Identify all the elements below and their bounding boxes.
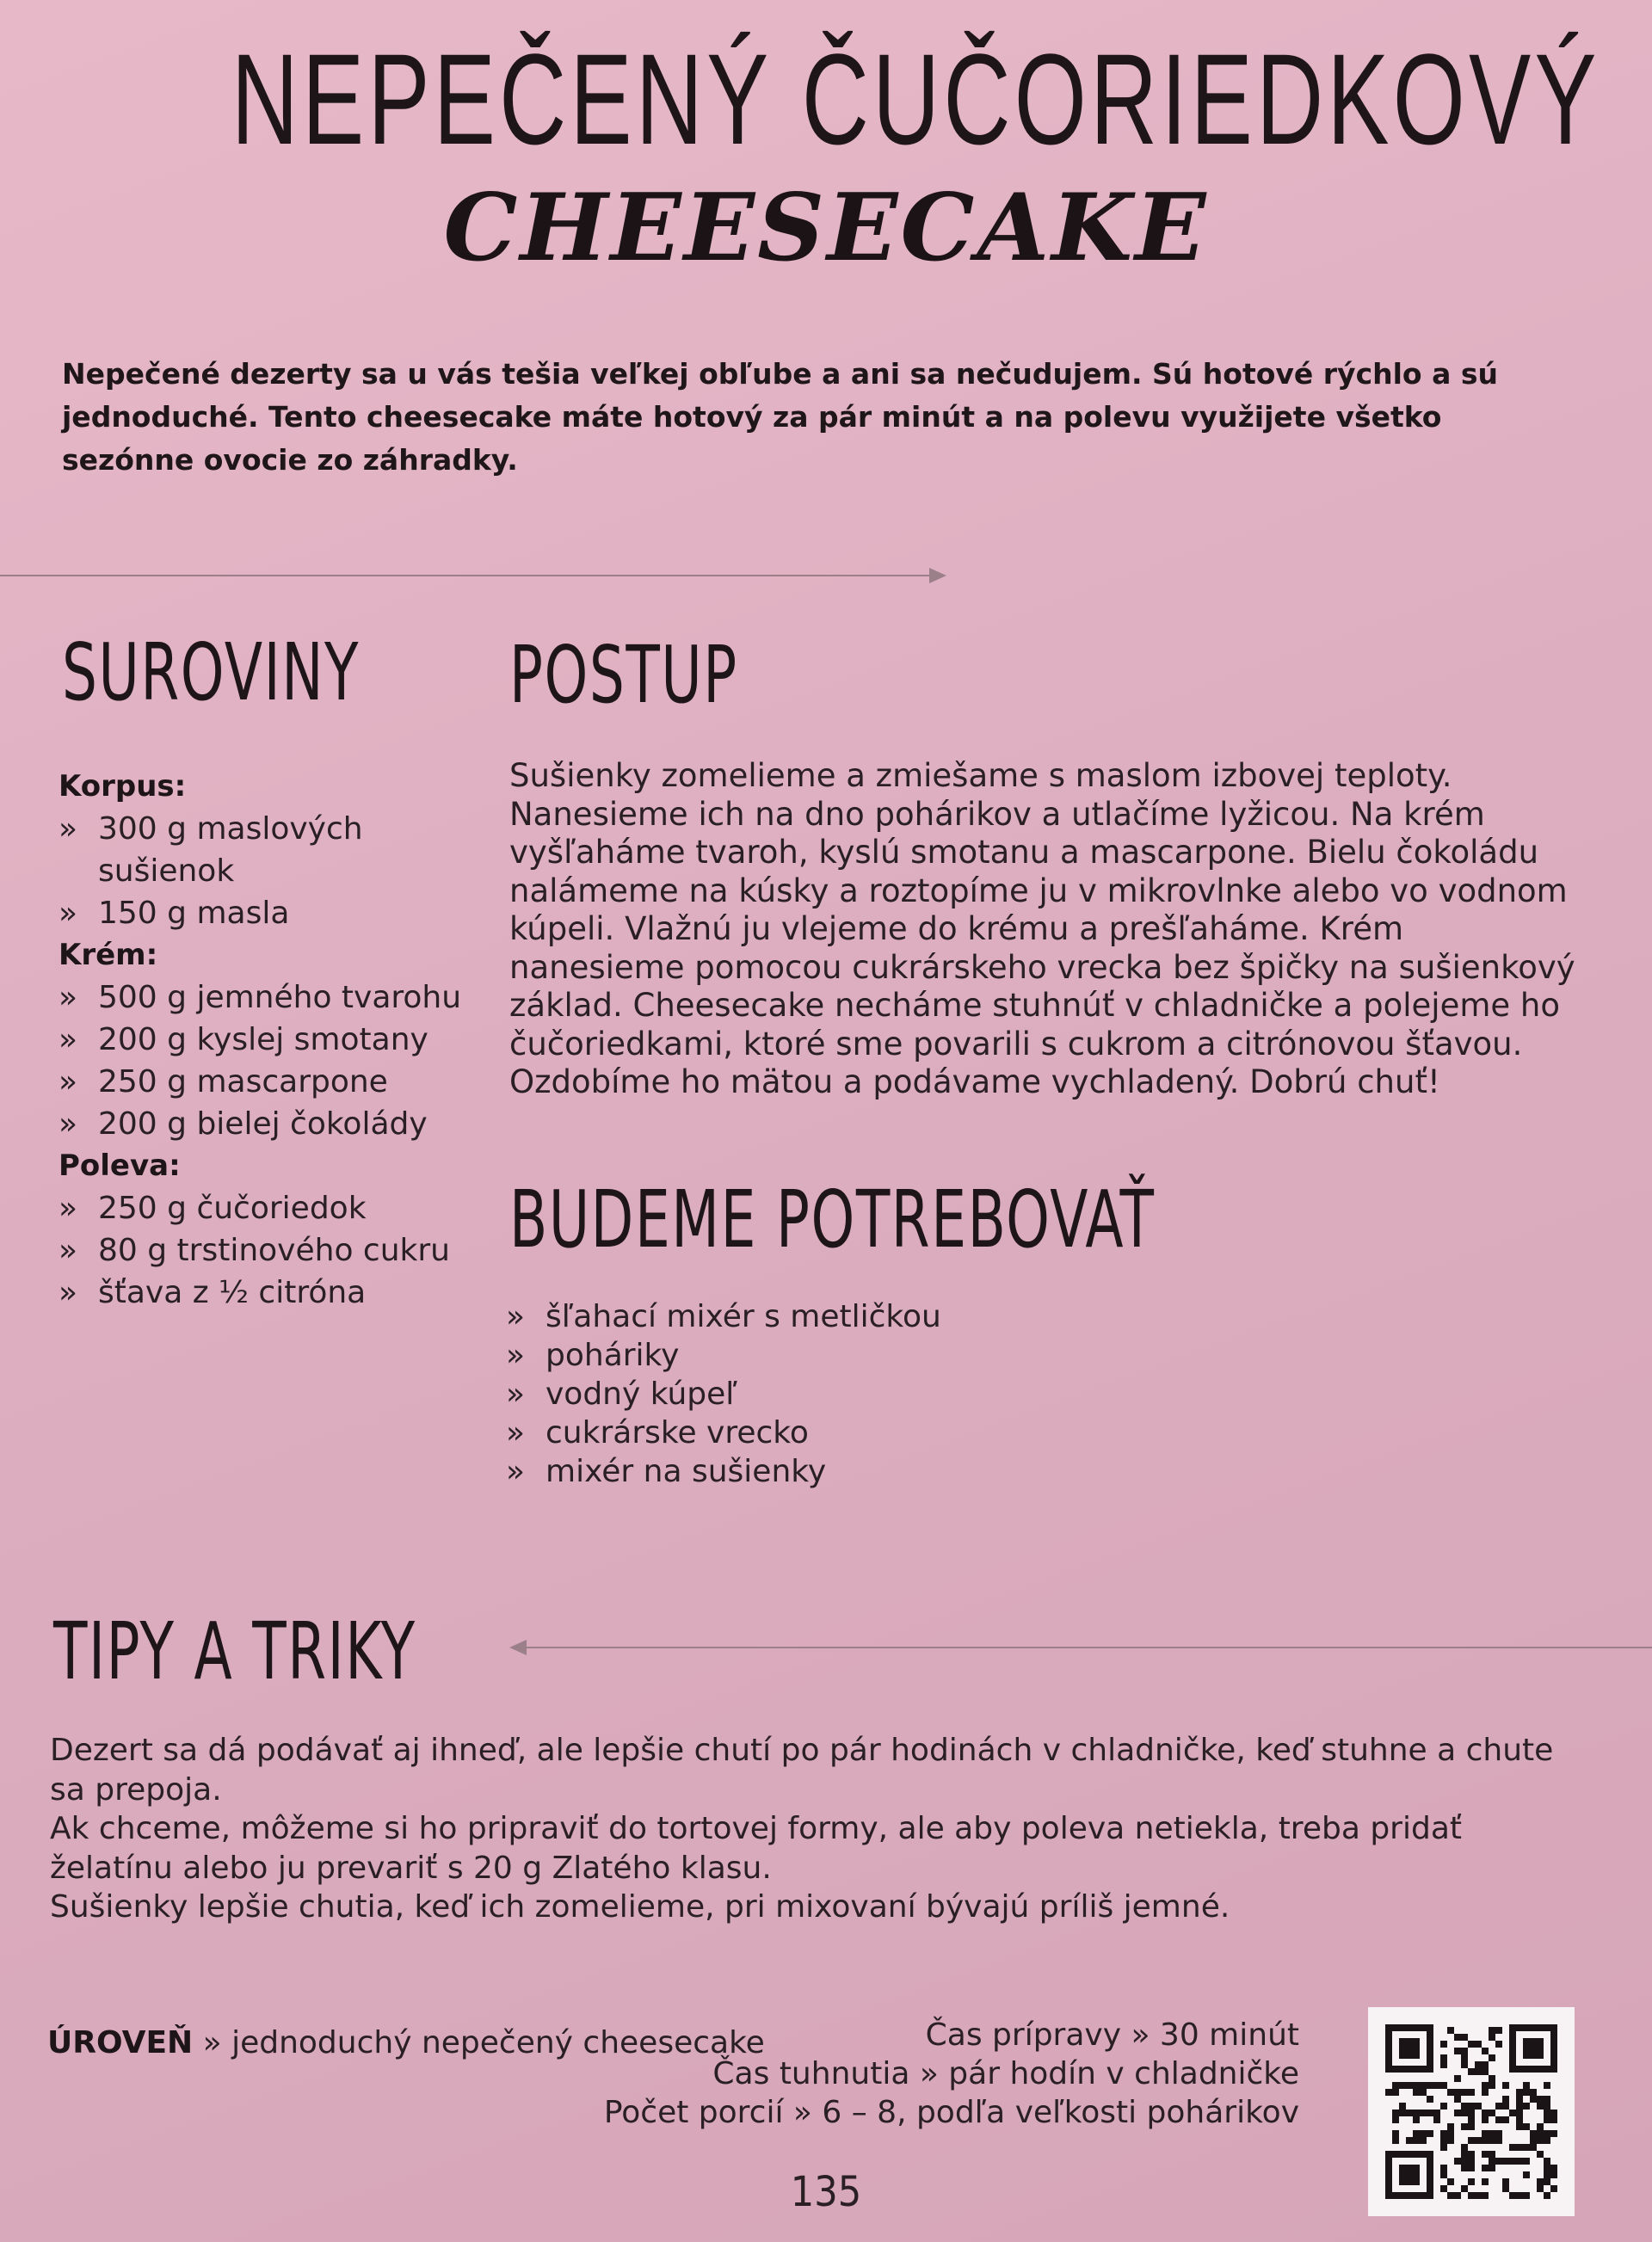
qr-module xyxy=(1454,2096,1461,2103)
qr-module xyxy=(1482,2082,1489,2089)
ingredient-text: 250 g mascarpone xyxy=(98,1064,388,1099)
qr-module xyxy=(1489,2110,1495,2116)
bullet-icon: » xyxy=(59,1064,78,1099)
qr-module xyxy=(1392,2137,1399,2144)
qr-module xyxy=(1427,2096,1433,2103)
qr-module xyxy=(1406,2110,1413,2116)
bullet-icon: » xyxy=(59,980,78,1015)
bullet-icon: » xyxy=(506,1299,526,1334)
divider-top xyxy=(0,575,929,576)
qr-module xyxy=(1420,2082,1427,2089)
recipe-subtitle: CHEESECAKE xyxy=(443,174,1209,282)
qr-module xyxy=(1482,2089,1489,2096)
qr-module xyxy=(1461,2089,1468,2096)
list-item xyxy=(59,1187,463,1229)
steps-heading: POSTUP xyxy=(509,629,738,721)
intro-paragraph: Nepečené dezerty sa u vás tešia veľkej obľube a ani sa nečudujem. Sú hotové rýchlo a sú jednoduché. Tento cheesecake máte hotový za pár minút a na polevu využijete všetko sezónne ovocie zo záhradky. xyxy=(62,357,1498,477)
bullet-icon: » xyxy=(506,1454,526,1489)
qr-module xyxy=(1544,2082,1550,2089)
bullet-icon: » xyxy=(506,1415,526,1451)
divider-arrow-right-icon xyxy=(929,568,946,583)
qr-module xyxy=(1495,2116,1502,2123)
qr-module xyxy=(1516,2103,1523,2110)
qr-module xyxy=(1468,2116,1475,2123)
qr-module xyxy=(1544,2158,1550,2165)
qr-module xyxy=(1489,2158,1495,2165)
ingredient-group-label: Krém: xyxy=(59,938,158,972)
list-item xyxy=(59,892,463,934)
qr-module xyxy=(1495,2137,1502,2144)
qr-module xyxy=(1475,2068,1482,2075)
list-item xyxy=(506,1375,1280,1414)
qr-module xyxy=(1392,2116,1399,2123)
qr-module xyxy=(1489,2075,1495,2082)
qr-module xyxy=(1523,2103,1530,2110)
qr-module xyxy=(1537,2096,1544,2103)
ingredient-group-krem xyxy=(59,934,463,1145)
qr-module xyxy=(1427,2110,1433,2116)
qr-module xyxy=(1440,2103,1447,2110)
qr-module xyxy=(1468,2137,1475,2144)
page-number: 135 xyxy=(790,2168,862,2216)
bullet-icon: » xyxy=(506,1338,526,1373)
qr-module xyxy=(1392,2130,1399,2137)
qr-module xyxy=(1461,2110,1468,2116)
list-item xyxy=(59,1019,463,1061)
qr-module xyxy=(1502,2158,1509,2165)
list-item xyxy=(506,1452,1280,1491)
qr-module xyxy=(1537,2130,1544,2137)
qr-module xyxy=(1406,2137,1413,2144)
qr-module xyxy=(1461,2034,1468,2041)
qr-module xyxy=(1516,2144,1523,2151)
qr-module xyxy=(1489,2034,1495,2041)
tips-heading: TIPY A TRIKY xyxy=(53,1605,416,1697)
qr-module xyxy=(1550,2110,1557,2116)
ingredient-text: 500 g jemného tvarohu xyxy=(98,980,462,1015)
qr-module xyxy=(1550,2116,1557,2123)
qr-module xyxy=(1454,2075,1461,2082)
qr-module xyxy=(1454,2048,1461,2054)
qr-module xyxy=(1468,2123,1475,2130)
qr-module xyxy=(1461,2158,1468,2165)
qr-module xyxy=(1482,2116,1489,2123)
ingredient-text: 80 g trstinového cukru xyxy=(98,1233,450,1268)
tool-text: cukrárske vrecko xyxy=(546,1415,809,1451)
qr-module xyxy=(1530,2089,1537,2096)
qr-module xyxy=(1482,2110,1489,2116)
qr-module xyxy=(1440,2137,1447,2144)
list-item xyxy=(506,1414,1280,1452)
ingredient-group-poleva xyxy=(59,1145,463,1314)
qr-module xyxy=(1413,2089,1420,2096)
bullet-icon: » xyxy=(59,1233,78,1268)
qr-module xyxy=(1440,2041,1447,2048)
qr-module xyxy=(1413,2116,1420,2123)
qr-module xyxy=(1399,2103,1406,2110)
qr-module xyxy=(1454,2034,1461,2041)
qr-module xyxy=(1502,2116,1509,2123)
prep-time: Čas prípravy » 30 minút xyxy=(925,2017,1299,2053)
qr-module xyxy=(1461,2061,1468,2068)
qr-module xyxy=(1447,2089,1454,2096)
qr-module xyxy=(1544,2096,1550,2103)
bullet-icon: » xyxy=(59,811,78,847)
bullet-icon: » xyxy=(59,1106,78,1142)
ingredient-text: 200 g kyslej smotany xyxy=(98,1022,428,1057)
qr-module xyxy=(1447,2130,1454,2137)
qr-module xyxy=(1482,2137,1489,2144)
qr-module xyxy=(1544,2137,1550,2144)
qr-module xyxy=(1523,2089,1530,2096)
list-item xyxy=(59,1103,463,1145)
tools-heading: BUDEME POTREBOVAŤ xyxy=(509,1173,1156,1266)
qr-module xyxy=(1495,2130,1502,2137)
qr-module xyxy=(1489,2054,1495,2061)
divider-tips xyxy=(525,1647,1652,1648)
qr-module xyxy=(1523,2123,1530,2130)
qr-module xyxy=(1482,2130,1489,2137)
qr-module xyxy=(1440,2082,1447,2089)
qr-module xyxy=(1427,2130,1433,2137)
qr-module xyxy=(1468,2158,1475,2165)
qr-module xyxy=(1530,2130,1537,2137)
qr-module xyxy=(1385,2089,1392,2096)
qr-module xyxy=(1495,2041,1502,2048)
qr-module xyxy=(1440,2054,1447,2061)
qr-module xyxy=(1489,2082,1495,2089)
qr-module xyxy=(1420,2137,1427,2144)
qr-module xyxy=(1509,2158,1516,2165)
qr-module xyxy=(1413,2082,1420,2089)
qr-module xyxy=(1489,2027,1495,2034)
list-item xyxy=(59,1061,463,1103)
qr-module xyxy=(1468,2068,1475,2075)
ingredient-text: 150 g masla xyxy=(98,896,290,931)
qr-module xyxy=(1454,2110,1461,2116)
qr-module xyxy=(1509,2144,1516,2151)
list-item xyxy=(506,1336,1280,1375)
qr-module xyxy=(1537,2151,1544,2158)
qr-module xyxy=(1489,2151,1495,2158)
qr-module xyxy=(1461,2123,1468,2130)
qr-module xyxy=(1468,2089,1475,2096)
recipe-title: NEPEČENÝ ČUČORIEDKOVÝ xyxy=(231,27,1600,171)
bullet-icon: » xyxy=(59,1275,78,1310)
qr-module xyxy=(1392,2110,1399,2116)
ingredient-group-label: Poleva: xyxy=(59,1149,181,1183)
qr-module xyxy=(1544,2130,1550,2137)
qr-module xyxy=(1544,2116,1550,2123)
qr-module xyxy=(1544,2103,1550,2110)
qr-module xyxy=(1482,2068,1489,2075)
qr-module xyxy=(1420,2089,1427,2096)
list-item xyxy=(506,1297,1280,1336)
qr-module xyxy=(1392,2082,1399,2089)
qr-module xyxy=(1440,2061,1447,2068)
qr-module xyxy=(1516,2123,1523,2130)
qr-module xyxy=(1482,2061,1489,2068)
qr-module xyxy=(1461,2054,1468,2061)
qr-module xyxy=(1475,2041,1482,2048)
bullet-icon: » xyxy=(506,1377,526,1412)
ingredient-text: 200 g bielej čokolády xyxy=(98,1106,428,1142)
tips-text xyxy=(50,1731,1581,1927)
qr-module xyxy=(1544,2110,1550,2116)
tip-paragraph: Dezert sa dá podávať aj ihneď, ale lepšie chutí po pár hodinách v chladničke, keď stuhne a chute sa prepoja. xyxy=(50,1733,1554,1808)
qr-module xyxy=(1447,2123,1454,2130)
qr-module xyxy=(1502,2082,1509,2089)
qr-module xyxy=(1475,2061,1482,2068)
qr-module xyxy=(1420,2130,1427,2137)
qr-module xyxy=(1440,2130,1447,2137)
difficulty-label: ÚROVEŇ xyxy=(47,2025,194,2060)
qr-module xyxy=(1454,2089,1461,2096)
bullet-icon: » xyxy=(59,896,78,931)
ingredient-text: 250 g čučoriedok xyxy=(98,1191,367,1226)
qr-module xyxy=(1413,2130,1420,2137)
ingredients-heading: SUROVINY xyxy=(62,626,361,718)
list-item xyxy=(59,1272,463,1314)
qr-module xyxy=(1482,2048,1489,2054)
qr-module xyxy=(1392,2089,1399,2096)
qr-module xyxy=(1399,2082,1406,2089)
qr-module xyxy=(1406,2082,1413,2089)
recipe-info xyxy=(482,2016,1299,2132)
qr-module xyxy=(1433,2110,1440,2116)
ingredient-text: 300 g maslových sušienok xyxy=(98,811,363,889)
setting-time: Čas tuhnutia » pár hodín v chladničke xyxy=(712,2056,1299,2091)
servings: Počet porcií » 6 – 8, podľa veľkosti pohárikov xyxy=(603,2095,1299,2130)
qr-module xyxy=(1502,2103,1509,2110)
qr-module xyxy=(1461,2151,1468,2158)
list-item xyxy=(59,808,463,892)
qr-module xyxy=(1468,2041,1475,2048)
qr-module xyxy=(1454,2158,1461,2165)
tool-text: mixér na sušienky xyxy=(546,1454,827,1489)
bullet-icon: » xyxy=(59,1022,78,1057)
qr-module xyxy=(1530,2096,1537,2103)
qr-module xyxy=(1495,2103,1502,2110)
qr-module xyxy=(1516,2110,1523,2116)
qr-module xyxy=(1489,2130,1495,2137)
tip-paragraph: Sušienky lepšie chutia, keď ich zomelieme, pri mixovaní bývajú príliš jemné. xyxy=(50,1889,1230,1925)
qr-module xyxy=(1461,2144,1468,2151)
bullet-icon: » xyxy=(59,1191,78,1226)
qr-module xyxy=(1523,2082,1530,2089)
qr-module xyxy=(1427,2082,1433,2089)
qr-module xyxy=(1516,2158,1523,2165)
tools-list xyxy=(506,1297,1280,1491)
qr-module xyxy=(1420,2110,1427,2116)
ingredient-group-label: Korpus: xyxy=(59,769,187,804)
qr-module xyxy=(1489,2137,1495,2144)
qr-module xyxy=(1495,2158,1502,2165)
difficulty-value: » jednoduchý nepečený cheesecake xyxy=(193,2025,765,2060)
qr-module xyxy=(1399,2110,1406,2116)
qr-module xyxy=(1433,2116,1440,2123)
ingredient-group-korpus xyxy=(59,766,463,934)
qr-module xyxy=(1475,2137,1482,2144)
steps-paragraph: Sušienky zomelieme a zmiešame s maslom izbovej teploty. Nanesieme ich na dno pohárikov a utlačíme lyžicou. Na krém vyšľaháme tvaroh, kyslú smotanu a mascarpone. Bielu čokoládu nalámeme na kúsky a roztopíme ju v mikrovlnke alebo vo vodnom kúpeli. Vlažnú ju vlejeme do krému a prešľaháme. Krém nanesieme pomocou cukrárskeho vrecka bez špičky na sušienkový základ. Cheesecake necháme stuhnúť v chladničke a polejeme ho čučoriedkami, ktoré sme povarili s cukrom a citrónovou šťavou. Ozdobíme ho mätou a podávame vychladený. Dobrú chuť! xyxy=(509,757,1575,1100)
tool-text: poháriky xyxy=(546,1338,680,1373)
qr-module xyxy=(1502,2096,1509,2103)
qr-module xyxy=(1516,2116,1523,2123)
list-item xyxy=(59,1229,463,1272)
tool-text: šľahací mixér s metličkou xyxy=(546,1299,941,1334)
qr-module xyxy=(1482,2151,1489,2158)
qr-module xyxy=(1413,2137,1420,2144)
qr-module xyxy=(1516,2089,1523,2096)
qr-module xyxy=(1495,2027,1502,2034)
qr-module xyxy=(1468,2110,1475,2116)
tip-paragraph: Ak chceme, môžeme si ho pripraviť do tortovej formy, ale aby poleva netiekla, treba pridať želatínu alebo ju prevariť s 20 g Zlatého klasu. xyxy=(50,1811,1463,1886)
qr-module xyxy=(1550,2130,1557,2137)
qr-module xyxy=(1461,2048,1468,2054)
qr-module xyxy=(1523,2158,1530,2165)
qr-module xyxy=(1468,2151,1475,2158)
ingredients-list xyxy=(59,766,463,1314)
qr-module xyxy=(1447,2137,1454,2144)
qr-module xyxy=(1475,2103,1482,2110)
ingredient-text: šťava z ½ citróna xyxy=(98,1275,367,1310)
qr-module xyxy=(1509,2110,1516,2116)
qr-module xyxy=(1413,2110,1420,2116)
qr-module xyxy=(1461,2103,1468,2110)
qr-module xyxy=(1447,2027,1454,2034)
list-item xyxy=(59,976,463,1019)
qr-module xyxy=(1537,2123,1544,2130)
qr-module xyxy=(1440,2144,1447,2151)
divider-arrow-left-icon xyxy=(509,1640,527,1655)
tool-text: vodný kúpeľ xyxy=(546,1377,737,1412)
qr-module xyxy=(1433,2082,1440,2089)
qr-module xyxy=(1530,2137,1537,2144)
qr-module xyxy=(1523,2144,1530,2151)
qr-module xyxy=(1468,2103,1475,2110)
qr-module xyxy=(1516,2096,1523,2103)
qr-module xyxy=(1537,2137,1544,2144)
qr-module xyxy=(1537,2103,1544,2110)
qr-module xyxy=(1530,2144,1537,2151)
